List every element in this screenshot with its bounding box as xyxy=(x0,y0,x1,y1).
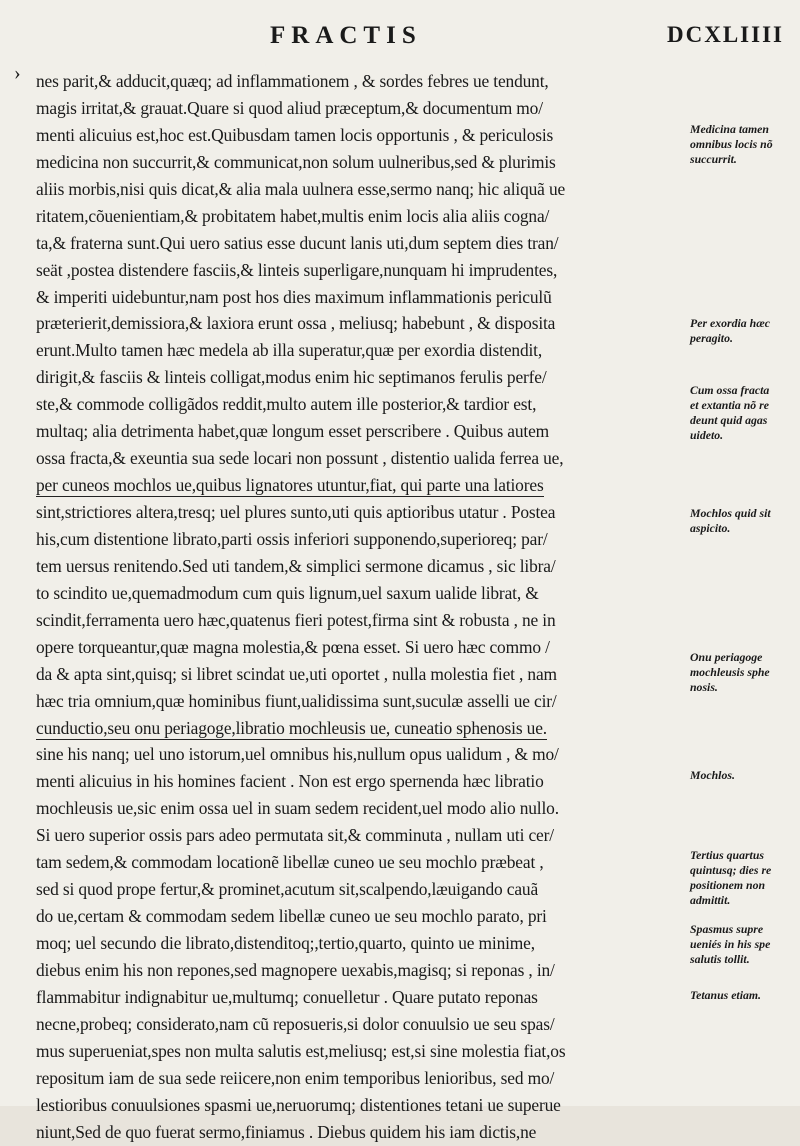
text-line-underlined: per cuneos mochlos ue,quibus lignatores utuntur,fiat, qui parte una latiores xyxy=(36,475,544,496)
text-line: Si uero superior ossis pars adeo permutata sit,& comminuta , nullam uti cer/ xyxy=(36,825,554,846)
text-line: sint,strictiores altera,tresq; uel plures sunto,uti quis aptioribus utatur . Postea xyxy=(36,502,556,522)
text-line: tam sedem,& commodam locationẽ libellæ cuneo ue seu mochlo præbeat , xyxy=(36,852,544,873)
margin-note: Spasmus supre ueniés in his spe salutis tollit. xyxy=(690,922,771,966)
text-line: necne,probeq; considerato,nam cũ reposueris,si dolor conuulsio ue seu spas/ xyxy=(36,1013,555,1034)
text-line: repositum iam de sua sede reiicere,non enim temporibus lenioribus, sed mo/ xyxy=(36,1067,555,1088)
text-line: ritatem,cõuenientiam,& probitatem habet,multis enim locis alia aliis cogna/ xyxy=(36,205,550,226)
text-line: mus superueniat,spes non multa salutis est,meliusq; est,si sine molestia fiat,os xyxy=(36,1040,566,1061)
text-line-underlined: cunductio,seu onu periagoge,libratio mochleusis ue, cuneatio sphenosis ue. xyxy=(36,717,547,738)
text-line: tem uersus renitendo.Sed uti tandem,& simplici sermone dicamus , sic libra/ xyxy=(36,555,556,576)
text-line: scindit,ferramenta uero hæc,quatenus fieri potest,firma sint & robusta , ne in xyxy=(36,609,556,630)
margin-note: Tertius quartus quintusq; dies re positionem non admittit. xyxy=(690,848,772,907)
margin-note: Mochlos. xyxy=(690,768,735,782)
text-line: his,cum distentione librato,parti ossis inferiori supponendo,superioreq; par/ xyxy=(36,528,548,549)
page-number: DCXLIIII xyxy=(667,22,784,47)
text-line: ossa fracta,& exeuntia sua sede locari non possunt , distentio ualida ferrea ue, xyxy=(36,448,564,469)
margin-note: Cum ossa fracta et extantia nõ re deunt quid agas uideto. xyxy=(690,383,770,442)
text-line: medicina non succurrit,& communicat,non solum uulneribus,sed & plurimis xyxy=(36,151,556,172)
main-text-block xyxy=(36,68,676,1146)
text-line: menti alicuius in his homines facient . Non est ergo spernenda hæc libratio xyxy=(36,771,544,792)
text-line: mochleusis ue,sic enim ossa uel in suam sedem recident,uel modo alio nullo. xyxy=(36,798,559,819)
text-line: sine his nanq; uel uno istorum,uel omnibus his,nullum opus ualidum , & mo/ xyxy=(36,744,559,765)
text-line: to scindito ue,quemadmodum cum quis lignum,uel saxum ualide librat, & xyxy=(36,582,539,603)
running-title: FRACTIS xyxy=(270,22,422,49)
catchword-mark: › xyxy=(14,62,21,84)
text-line: lestioribus conuulsiones spasmi ue,neruorumq; distentiones tetani ue superue xyxy=(36,1094,561,1115)
text-line: & imperiti uidebuntur,nam post hos dies maximum inflammationis periculũ xyxy=(36,286,552,307)
text-line: dirigit,& fasciis & linteis colligat,modus enim hic septimanos ferulis perfe/ xyxy=(36,367,547,388)
margin-note: Medicina tamen omnibus locis nõ succurrit. xyxy=(690,122,773,166)
text-line: flammabitur indignabitur ue,multumq; conuelletur . Quare putato reponas xyxy=(36,986,538,1007)
text-line: niunt,Sed de quo fuerat sermo,finiamus . Diebus quidem his iam dictis,ne xyxy=(36,1121,537,1142)
text-line: erunt.Multo tamen hæc medela ab illa superatur,quæ per exordia distendit, xyxy=(36,340,543,361)
text-line: multaq; alia detrimenta habet,quæ longum esset perscribere . Quibus autem xyxy=(36,421,550,442)
margin-note: Onu periagoge mochleusis sphe nosis. xyxy=(690,650,770,694)
text-line: nes parit,& adducit,quæq; ad inflammationem , & sordes febres ue tendunt, xyxy=(36,71,549,91)
text-line: seät ,postea distendere fasciis,& linteis superligare,nunquam hi imprudentes, xyxy=(36,259,558,280)
text-line: aliis morbis,nisi quis dicat,& alia mala uulnera esse,sermo nanq; hic aliquã ue xyxy=(36,178,566,199)
text-line: menti alicuius est,hoc est.Quibusdam tamen locis opportunis , & periculosis xyxy=(36,124,554,145)
text-line: hæc tria omnium,quæ hominibus fiunt,ualidissima sunt,suculæ asselli ue cir/ xyxy=(36,690,557,711)
text-line: magis irritat,& grauat.Quare si quod aliud præceptum,& documentum mo/ xyxy=(36,97,543,118)
text-line: moq; uel secundo die librato,distenditoq;,tertio,quarto, quinto ue minime, xyxy=(36,933,535,953)
text-line: præterierit,demissiora,& laxiora erunt ossa , meliusq; habebunt , & disposita xyxy=(36,313,556,334)
text-line: ta,& fraterna sunt.Qui uero satius esse ducunt lanis uti,dum septem dies tran/ xyxy=(36,232,559,253)
text-line: diebus enim his non repones,sed magnopere uexabis,magisq; si reponas , in/ xyxy=(36,959,555,980)
text-line: sed si quod prope fertur,& prominet,acutum sit,scalpendo,læuigando cauã xyxy=(36,879,539,900)
text-line: ste,& commode colligãdos reddit,multo autem ille posterior,& tardior est, xyxy=(36,394,537,415)
text-line: opere torqueantur,quæ magna molestia,& pœna esset. Si uero hæc commo / xyxy=(36,636,550,657)
margin-note: Mochlos quid sit aspicito. xyxy=(690,506,771,535)
text-line: da & apta sint,quisq; si libret scindat ue,uti oportet , nulla molestia fiet , nam xyxy=(36,663,557,684)
text-line: do ue,certam & commodam sedem libellæ cuneo ue seu mochlo parato, pri xyxy=(36,906,547,927)
margin-note: Tetanus etiam. xyxy=(690,988,762,1002)
margin-note: Per exordia hæc peragito. xyxy=(690,316,770,345)
